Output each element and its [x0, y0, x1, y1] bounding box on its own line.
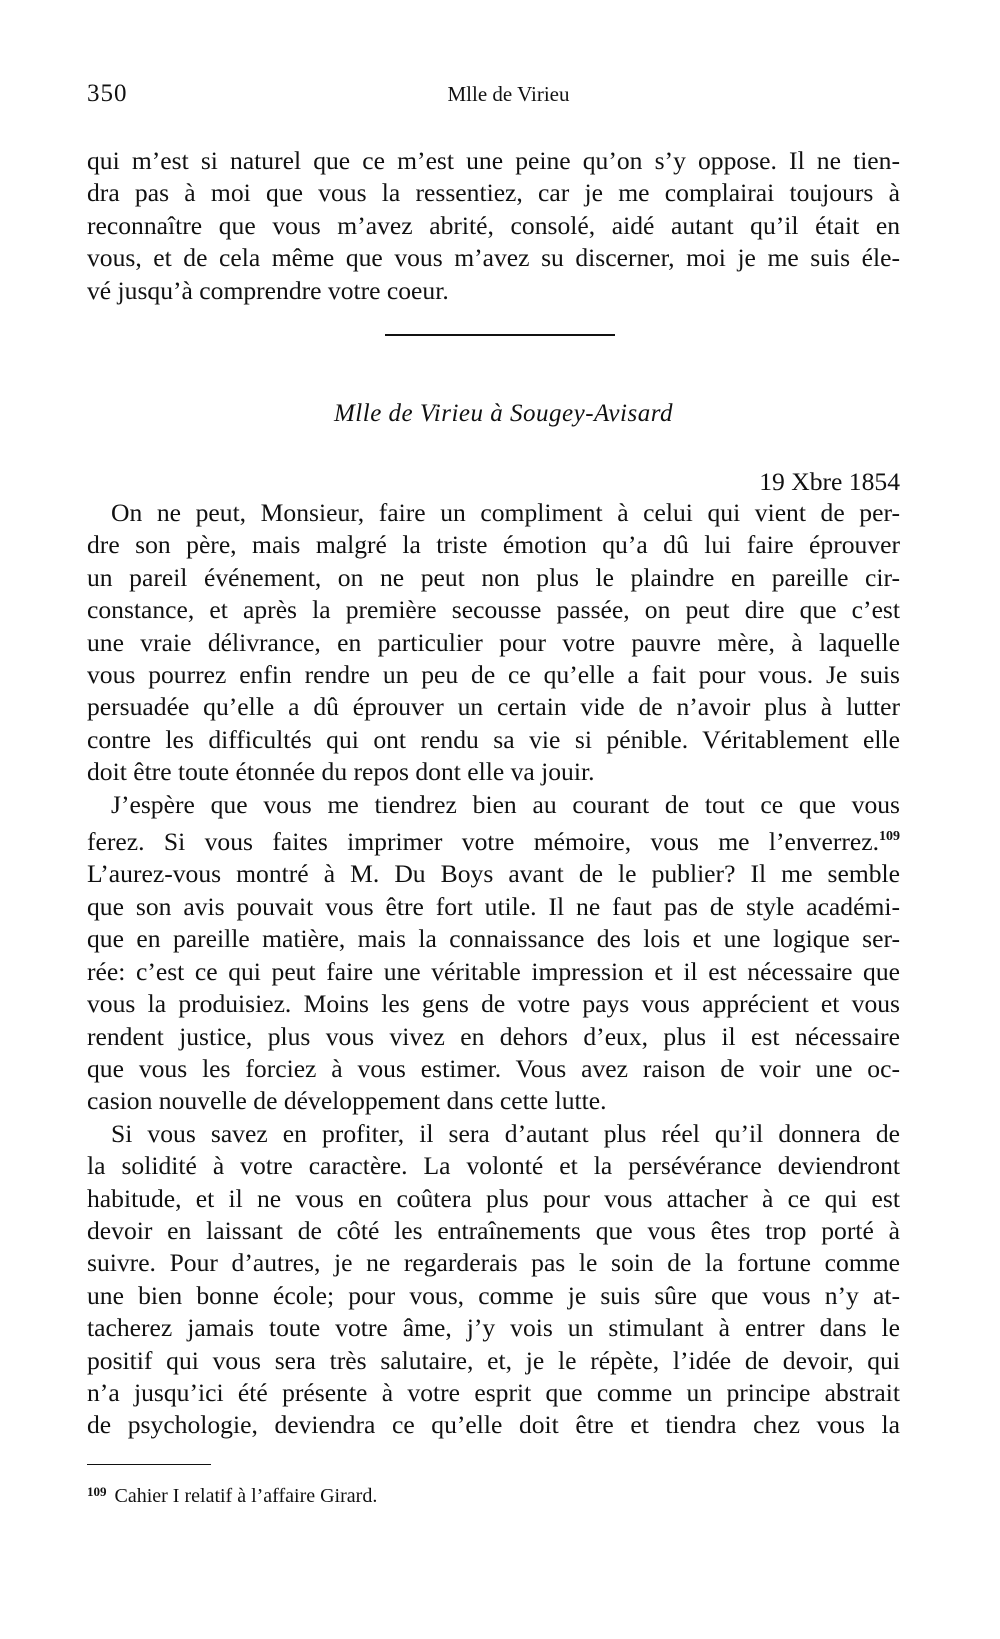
paragraph-2 [87, 789, 900, 1118]
footnote-number: 109 [87, 1484, 107, 1499]
text-line: tacherez jamais toute votre âme, j’y vois un stimulant à entrer dans le [87, 1313, 900, 1343]
text-line: contre les difficultés qui ont rendu sa vie si pénible. Véritablement elle [87, 724, 900, 754]
footnote-divider [87, 1464, 211, 1465]
page-number: 350 [87, 80, 128, 107]
text-line: vous la produisiez. Moins les gens de votre pays vous apprécient et vous [87, 989, 900, 1019]
text-line: une bien bonne école; pour vous, comme je suis sûre que vous n’y at- [87, 1280, 900, 1310]
text-fragment: ferez. Si vous faites imprimer votre mémoire, vous me l’enverrez. [87, 827, 879, 857]
text-line: casion nouvelle de développement dans cette lutte. [87, 1086, 607, 1116]
text-line: la solidité à votre caractère. La volonté et la persévérance deviendront [87, 1151, 900, 1181]
text-line: vé jusqu’à comprendre votre coeur. [87, 275, 449, 305]
text-line: reconnaître que vous m’avez abrité, consolé, aidé autant qu’il était en [87, 210, 900, 240]
text-line: On ne peut, Monsieur, faire un compliment à celui qui vient de per- [111, 498, 900, 527]
continued-paragraph [87, 145, 900, 307]
text-line: que vous les forciez à vous estimer. Vous avez raison de voir une oc- [87, 1053, 900, 1083]
text-line: qui m’est si naturel que ce m’est une peine qu’on s’y oppose. Il ne tien- [87, 146, 900, 175]
paragraph [87, 145, 900, 307]
text-line: vous pourrez enfin rendre un peu de ce qu’elle a fait pour vous. Je suis [87, 660, 900, 690]
text-line: rée: c’est ce qui peut faire une véritable impression et il est nécessaire que [87, 956, 900, 986]
letter-heading: Mlle de Virieu à Sougey-Avisard [333, 400, 674, 427]
text-line: J’espère que vous me tiendrez bien au courant de tout ce que vous [111, 789, 900, 819]
text-line: constance, et après la première secousse passée, on peut dire que c’est [87, 595, 900, 625]
text-line: vous, et de cela même que vous m’avez su discerner, moi je me suis éle- [87, 243, 900, 273]
text-line: doit être toute étonnée du repos dont elle va jouir. [87, 757, 595, 787]
paragraph-1 [87, 497, 900, 789]
text-line: que son avis pouvait vous être fort utile. Il ne faut pas de style académi- [87, 891, 900, 921]
text-line: de psychologie, deviendra ce qu’elle doit être et tiendra chez vous la [87, 1410, 900, 1440]
running-title: Mlle de Virieu [447, 82, 570, 106]
text-line: dre son père, mais malgré la triste émotion qu’a dû lui faire éprouver [87, 530, 900, 560]
text-line: L’aurez-vous montré à M. Du Boys avant de le publier? Il me semble [87, 859, 900, 889]
text-line: un pareil événement, on ne peut non plus le plaindre en pareille cir- [87, 562, 900, 592]
text-line: n’a jusqu’ici été présente à votre esprit que comme un principe abstrait [87, 1377, 900, 1407]
text-line: que en pareille matière, mais la connaissance des lois et une logique ser- [87, 924, 900, 954]
text-line: suivre. Pour d’autres, je ne regarderais pas le soin de la fortune comme [87, 1248, 900, 1278]
section-divider [385, 334, 615, 336]
letter-date: 19 Xbre 1854 [759, 467, 900, 496]
text-line: devoir en laissant de côté les entraînements que vous êtes trop porté à [87, 1215, 900, 1245]
footnote-text: Cahier I relatif à l’affaire Girard. [114, 1485, 378, 1507]
text-line: persuadée qu’elle a dû éprouver un certain vide de n’avoir plus à lutter [87, 692, 900, 722]
letter-body [87, 497, 900, 1442]
text-line: dra pas à moi que vous la ressentiez, car je me complairai toujours à [87, 178, 900, 208]
text-line: une vraie délivrance, en particulier pour votre pauvre mère, à laquelle [87, 627, 900, 657]
text-line: Si vous savez en profiter, il sera d’autant plus réel qu’il donnera de [111, 1118, 900, 1148]
footnote-reference[interactable]: 109 [879, 829, 900, 845]
text-line: habitude, et il ne vous en coûtera plus pour vous attacher à ce qui est [87, 1183, 900, 1213]
running-head [87, 80, 900, 114]
text-line: positif qui vous sera très salutaire, et, je le répète, l’idée de devoir, qui [87, 1345, 900, 1375]
footnote [87, 1484, 377, 1508]
text-line: rendent justice, plus vous vivez en dehors d’eux, plus il est nécessaire [87, 1021, 900, 1051]
paragraph-3 [87, 1118, 900, 1442]
text-line-with-note [87, 821, 900, 858]
